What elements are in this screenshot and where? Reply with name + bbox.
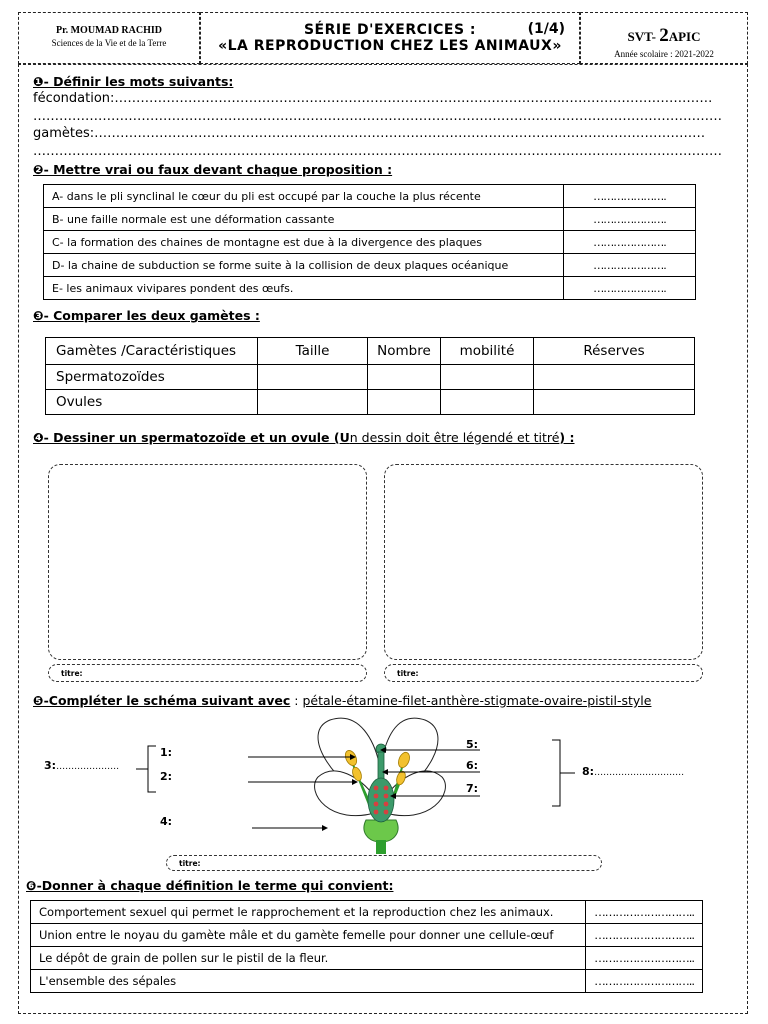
answer-blank: ……………………….. [586, 924, 703, 947]
label-7: 7: [466, 782, 479, 795]
header-cell: Nombre [368, 338, 441, 365]
header-course-box [580, 12, 748, 64]
titre-field-diagram[interactable]: titre: [166, 855, 602, 871]
topic-title: «LA REPRODUCTION CHEZ LES ANIMAUX» [218, 38, 562, 54]
style-icon [378, 752, 384, 782]
label-6: 6: [466, 759, 479, 772]
answer-blank: ……………………….. [586, 970, 703, 993]
table-row [31, 947, 703, 970]
q1-line-4: …………………………………………………………………………………………………………………………………………… [33, 144, 722, 159]
table-row [44, 277, 696, 300]
answer-blank: …………………. [564, 208, 696, 231]
table-row [31, 901, 703, 924]
ovule-drawing-box[interactable] [384, 464, 703, 660]
proposition-text: D- la chaine de subduction se forme suite à la collision de deux plaques océanique [44, 254, 564, 277]
table-row [31, 970, 703, 993]
q3-title: ❸- Comparer les deux gamètes : [33, 308, 260, 323]
q1-line-2: …………………………………………………………………………………………………………………………………………… [33, 109, 722, 124]
label-2: 2: [160, 770, 173, 783]
page-indicator: (1/4) [527, 21, 565, 37]
titre-field-1[interactable]: titre: [48, 664, 367, 682]
header-cell: Réserves [534, 338, 695, 365]
table-header-row [46, 338, 695, 365]
answer-blank: …………………. [564, 185, 696, 208]
spermatozoid-drawing-box[interactable] [48, 464, 367, 660]
proposition-text: C- la formation des chaines de montagne est due à la divergence des plaques [44, 231, 564, 254]
true-false-table [43, 184, 696, 300]
label-1: 1: [160, 746, 173, 759]
table-row [46, 365, 695, 390]
answer-blank: …………………. [564, 277, 696, 300]
definition-text: Union entre le noyau du gamète mâle et du gamète femelle pour donner une cellule-œuf [31, 924, 586, 947]
table-row [44, 208, 696, 231]
answer-blank: …………………. [564, 254, 696, 277]
q4-title: ❹- Dessiner un spermatozoïde et un ovule (Un dessin doit être légendé et titré) : [33, 430, 575, 445]
label-8: 8:………………………… [582, 765, 685, 778]
sepal [364, 820, 398, 842]
table-row [44, 231, 696, 254]
subject-name: Sciences de la Vie et de la Terre [51, 38, 167, 48]
gametes-comparison-table [45, 337, 695, 415]
header-teacher-box [18, 12, 200, 64]
definition-text: Comportement sexuel qui permet le rapprochement et la reproduction chez les animaux. [31, 901, 586, 924]
table-row [44, 254, 696, 277]
table-row [46, 390, 695, 415]
q2-title: ❷- Mettre vrai ou faux devant chaque proposition : [33, 162, 393, 177]
definition-text: Le dépôt de grain de pollen sur le pistil de la fleur. [31, 947, 586, 970]
flower-diagram [0, 712, 768, 862]
definition-text: L'ensemble des sépales [31, 970, 586, 993]
header-title-box [200, 12, 580, 64]
answer-blank: ……………………….. [586, 901, 703, 924]
definitions-table [30, 900, 703, 993]
label-4: 4: [160, 815, 173, 828]
header-cell: mobilité [441, 338, 534, 365]
titre-field-2[interactable]: titre: [384, 664, 703, 682]
school-year: Année scolaire : 2021-2022 [614, 49, 714, 59]
answer-blank: ……………………….. [586, 947, 703, 970]
label-5: 5: [466, 738, 479, 751]
ovary-icon [368, 778, 394, 822]
header-cell: Taille [258, 338, 368, 365]
q1-line-1: fécondation:………………………………………………………………………………………………………………………… [33, 91, 713, 106]
course-level: SVT- 2APIC [627, 25, 701, 46]
proposition-text: B- une faille normale est une déformation cassante [44, 208, 564, 231]
q5-title-line: ❺-Compléter le schéma suivant avec : pétale-étamine-filet-anthère-stigmate-ovaire-pistil-style [33, 693, 652, 708]
table-row [31, 924, 703, 947]
header-cell: Gamètes /Caractéristiques [46, 338, 258, 365]
proposition-text: A- dans le pli synclinal le cœur du pli est occupé par la couche la plus récente [44, 185, 564, 208]
q5-title: ❺-Compléter le schéma suivant avec [33, 693, 291, 708]
teacher-name: Pr. MOUMAD RACHID [55, 25, 162, 36]
table-row [44, 185, 696, 208]
q6-title: ❻-Donner à chaque définition le terme qui convient: [26, 878, 394, 893]
label-3: 3:………………… [44, 759, 120, 772]
row-label: Spermatozoïdes [46, 365, 258, 390]
proposition-text: E- les animaux vivipares pondent des œufs. [44, 277, 564, 300]
series-title: SÉRIE D'EXERCICES : [303, 22, 477, 38]
answer-blank: …………………. [564, 231, 696, 254]
stem [376, 840, 386, 854]
q1-title: ❶- Définir les mots suivants: [33, 74, 234, 89]
row-label: Ovules [46, 390, 258, 415]
q5-word-list: pétale-étamine-filet-anthère-stigmate-ovaire-pistil-style [302, 693, 652, 708]
q1-line-3: gamètes:…………………………………………………………………………………………………………………………… [33, 126, 706, 141]
